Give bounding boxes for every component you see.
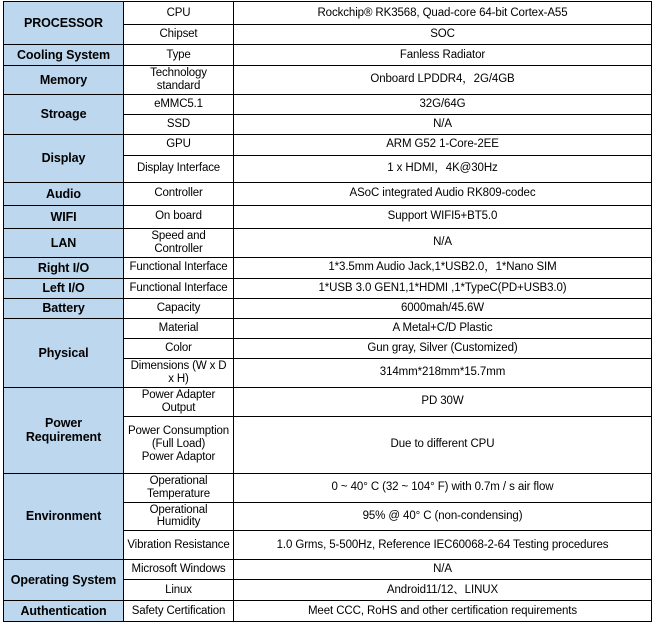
attribute-cell: Technology standard (124, 66, 234, 95)
attribute-cell: Safety Certification (124, 601, 234, 622)
attribute-cell: Dimensions (W x D x H) (124, 358, 234, 387)
attribute-cell: Power Consumption (Full Load) Power Adaptor (124, 416, 234, 473)
value-cell: 0 ~ 40° C (32 ~ 104° F) with 0.7m / s air flow (234, 473, 652, 502)
category-cell-left-i-o: Left I/O (4, 278, 124, 298)
value-cell: Support WIFI5+BT5.0 (234, 205, 652, 228)
table-row (4, 228, 652, 257)
value-cell: 1 x HDMI，4K@30Hz (234, 155, 652, 182)
attribute-cell: Chipset (124, 25, 234, 45)
category-cell-right-i-o: Right I/O (4, 257, 124, 278)
attribute-cell: Material (124, 318, 234, 338)
table-row (4, 278, 652, 298)
attribute-cell: Power Adapter Output (124, 387, 234, 416)
category-cell-display: Display (4, 134, 124, 182)
category-cell-operating-system: Operating System (4, 560, 124, 601)
attribute-cell: Vibration Resistance (124, 531, 234, 560)
value-cell: ASoC integrated Audio RK809-codec (234, 182, 652, 205)
table-row (4, 134, 652, 155)
category-cell-memory: Memory (4, 66, 124, 95)
value-cell: Due to different CPU (234, 416, 652, 473)
value-cell: A Metal+C/D Plastic (234, 318, 652, 338)
table-row (4, 45, 652, 66)
table-row (4, 66, 652, 95)
table-row (4, 257, 652, 278)
value-cell: 1*3.5mm Audio Jack,1*USB2.0，1*Nano SIM (234, 257, 652, 278)
value-cell: 95% @ 40° C (non-condensing) (234, 502, 652, 531)
value-cell: 314mm*218mm*15.7mm (234, 358, 652, 387)
value-cell: Rockchip® RK3568, Quad-core 64-bit Cortex-A55 (234, 2, 652, 25)
value-cell: ARM G52 1-Core-2EE (234, 134, 652, 155)
category-cell-cooling-system: Cooling System (4, 45, 124, 66)
table-row (4, 205, 652, 228)
value-cell: N/A (234, 228, 652, 257)
category-cell-authentication: Authentication (4, 601, 124, 622)
category-cell-audio: Audio (4, 182, 124, 205)
attribute-cell: Operational Temperature (124, 473, 234, 502)
attribute-cell: eMMC5.1 (124, 94, 234, 114)
attribute-cell: Type (124, 45, 234, 66)
category-cell-environment: Environment (4, 473, 124, 560)
category-cell-physical: Physical (4, 318, 124, 387)
value-cell: N/A (234, 114, 652, 134)
attribute-cell: Linux (124, 580, 234, 601)
value-cell: PD 30W (234, 387, 652, 416)
table-row (4, 560, 652, 580)
value-cell: 32G/64G (234, 94, 652, 114)
attribute-cell: Functional Interface (124, 278, 234, 298)
category-cell-power-requirement: Power Requirement (4, 387, 124, 473)
table-row (4, 473, 652, 502)
table-row (4, 2, 652, 25)
attribute-cell: Microsoft Windows (124, 560, 234, 580)
specification-table (3, 1, 652, 622)
specification-table-body (4, 2, 652, 622)
attribute-cell: SSD (124, 114, 234, 134)
table-row (4, 182, 652, 205)
attribute-cell: Capacity (124, 298, 234, 318)
attribute-cell: CPU (124, 2, 234, 25)
value-cell: Gun gray, Silver (Customized) (234, 338, 652, 358)
attribute-cell: Display Interface (124, 155, 234, 182)
attribute-cell: Operational Humidity (124, 502, 234, 531)
category-cell-battery: Battery (4, 298, 124, 318)
value-cell: Fanless Radiator (234, 45, 652, 66)
attribute-cell: GPU (124, 134, 234, 155)
table-row (4, 601, 652, 622)
value-cell: Meet CCC, RoHS and other certification requirements (234, 601, 652, 622)
category-cell-stroage: Stroage (4, 94, 124, 134)
table-row (4, 298, 652, 318)
table-row (4, 387, 652, 416)
attribute-cell: Functional Interface (124, 257, 234, 278)
category-cell-processor: PROCESSOR (4, 2, 124, 45)
attribute-cell: Controller (124, 182, 234, 205)
category-cell-wifi: WIFI (4, 205, 124, 228)
attribute-cell: Speed and Controller (124, 228, 234, 257)
category-cell-lan: LAN (4, 228, 124, 257)
table-row (4, 94, 652, 114)
value-cell: 1.0 Grms, 5-500Hz, Reference IEC60068-2-64 Testing procedures (234, 531, 652, 560)
value-cell: SOC (234, 25, 652, 45)
value-cell: N/A (234, 560, 652, 580)
value-cell: Android11/12、LINUX (234, 580, 652, 601)
table-row (4, 318, 652, 338)
value-cell: 1*USB 3.0 GEN1,1*HDMI ,1*TypeC(PD+USB3.0) (234, 278, 652, 298)
value-cell: Onboard LPDDR4，2G/4GB (234, 66, 652, 95)
attribute-cell: Color (124, 338, 234, 358)
attribute-cell: On board (124, 205, 234, 228)
value-cell: 6000mah/45.6W (234, 298, 652, 318)
